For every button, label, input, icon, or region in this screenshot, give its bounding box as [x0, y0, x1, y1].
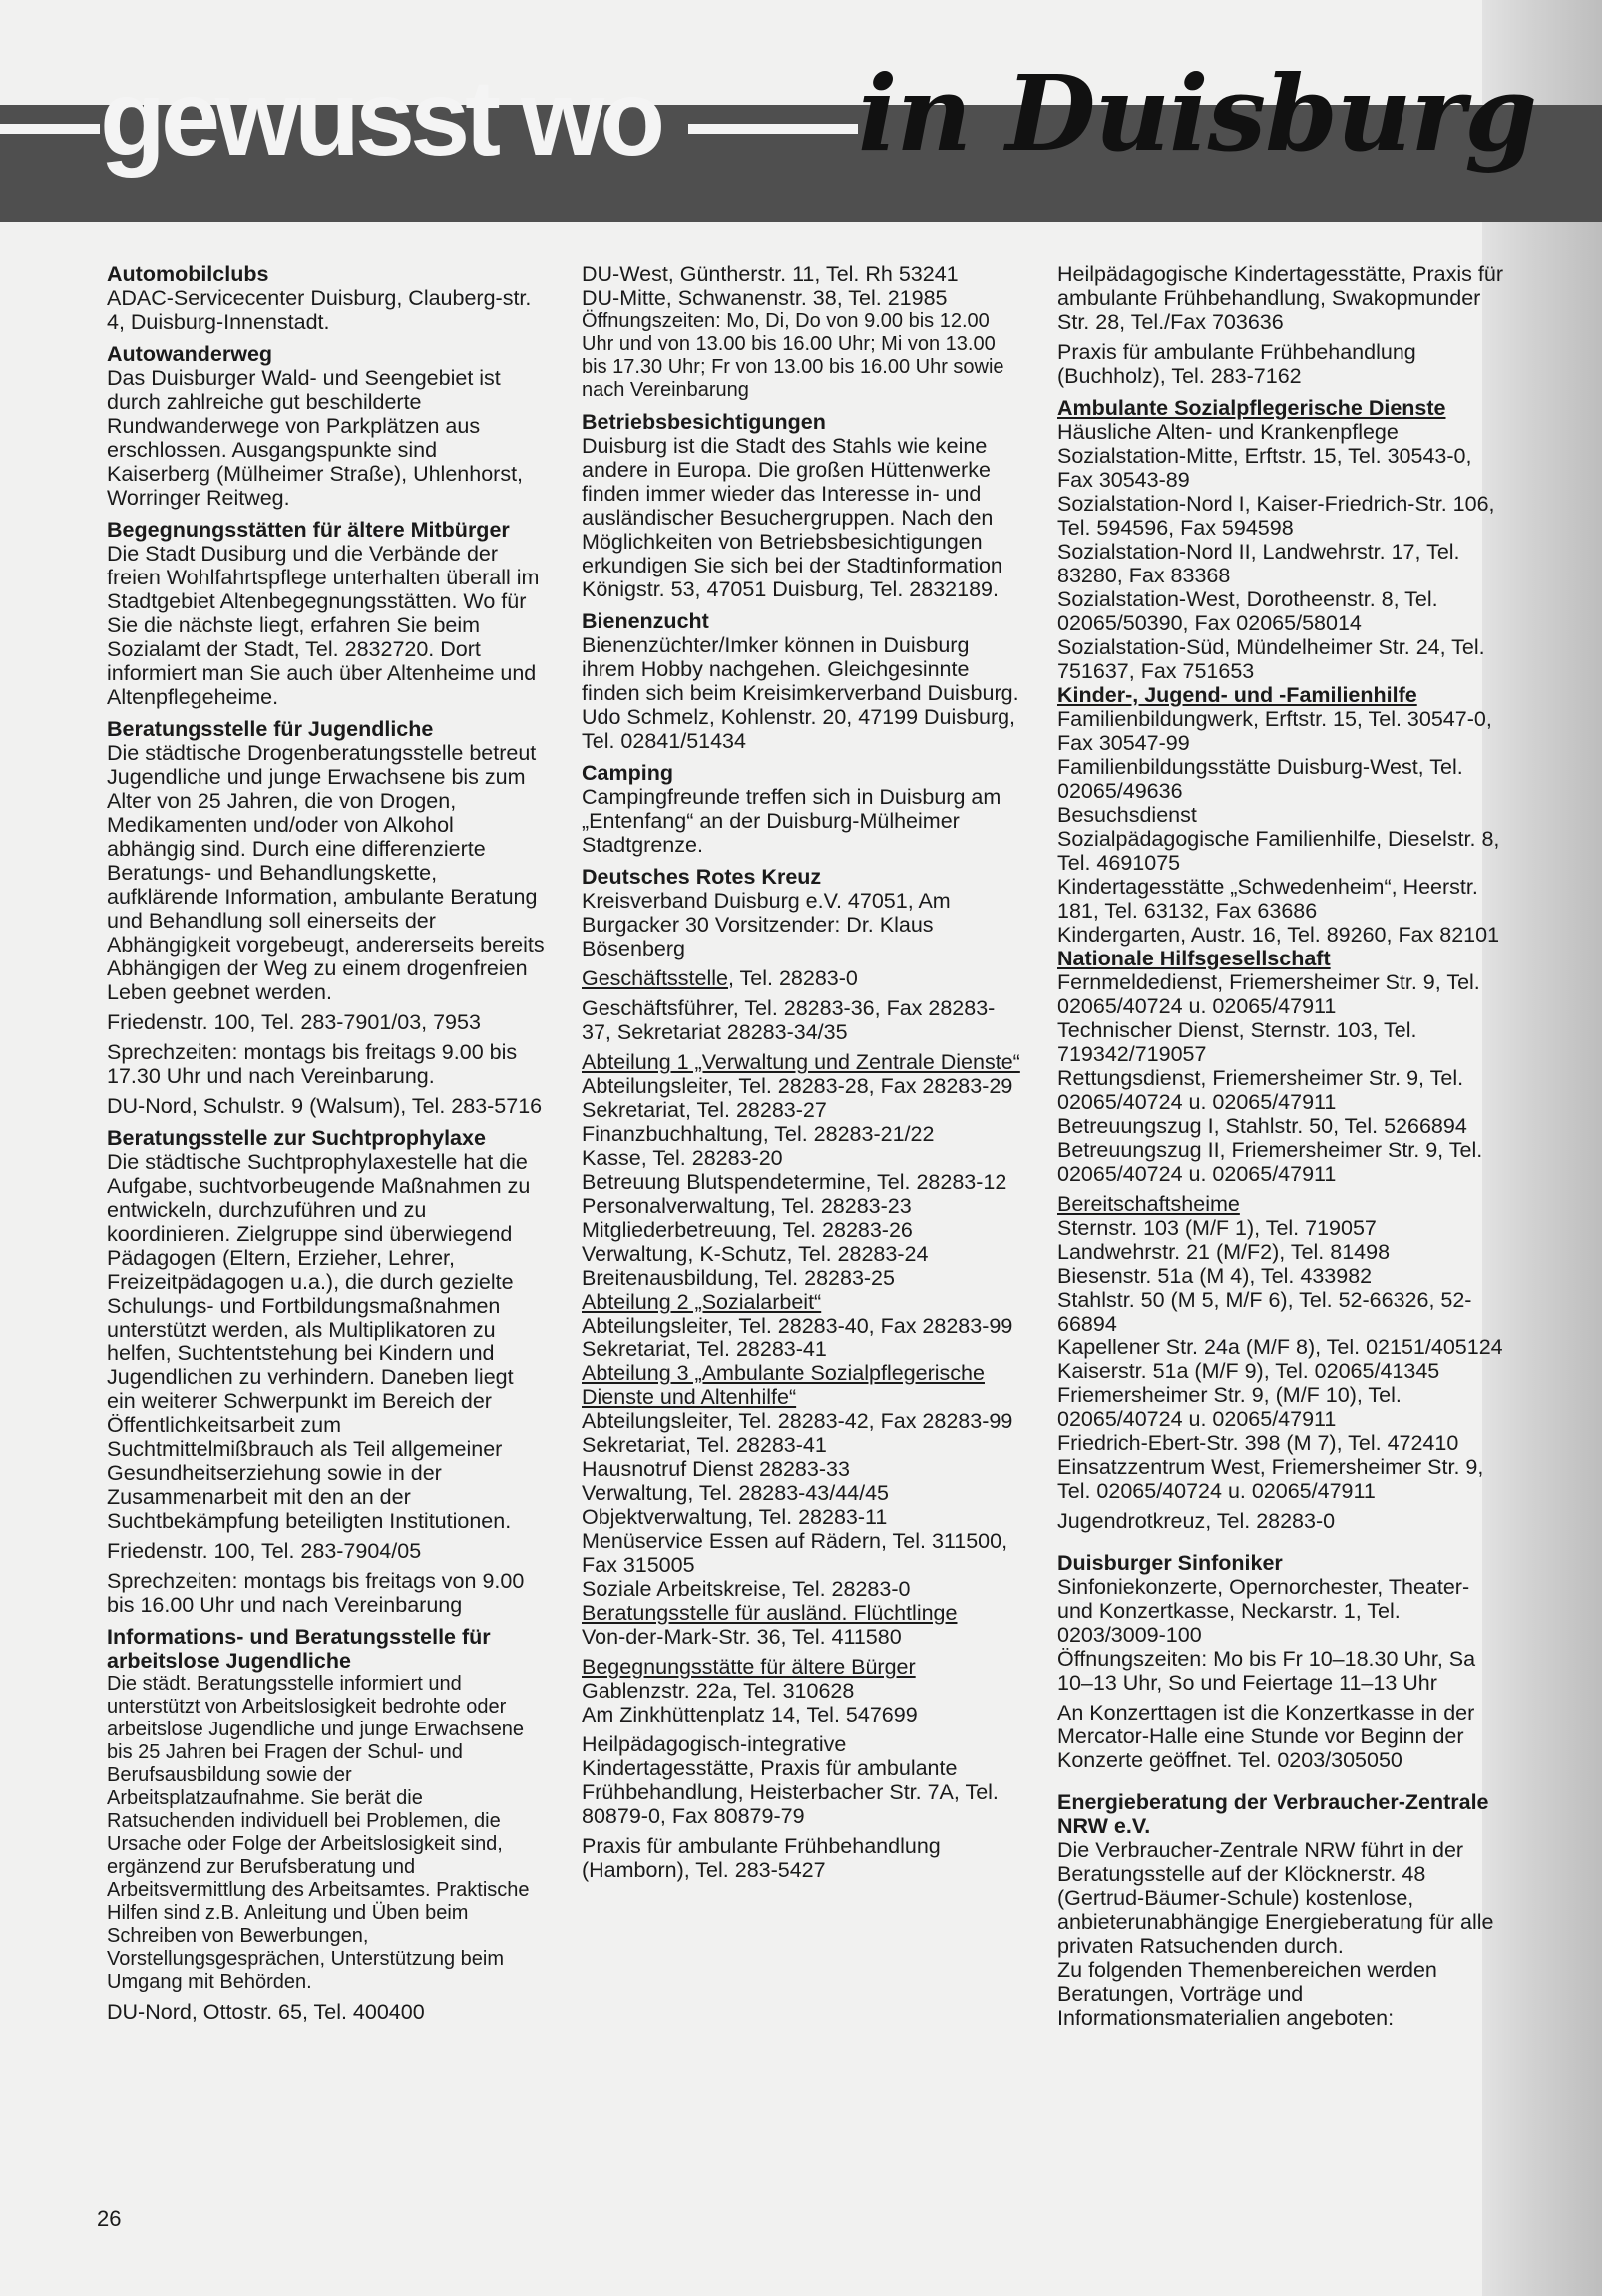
- contact-line: Kapellener Str. 24a (M/F 8), Tel. 02151/405124: [1057, 1336, 1503, 1359]
- section-betriebsbesichtigungen: [582, 410, 1022, 601]
- contact-line: Finanzbuchhaltung, Tel. 28283-21/22: [582, 1122, 935, 1146]
- banner-rule-mid: [688, 124, 858, 134]
- hours-line: Sprechzeiten: montags bis freitags von 9.00 bis 16.00 Uhr und nach Vereinbarung: [107, 1569, 525, 1617]
- subsection-title: Abteilung 1 „Verwaltung und Zentrale Dienste“: [582, 1050, 1020, 1074]
- contact-line: Einsatzzentrum West, Friemersheimer Str. 9, Tel. 02065/40724 u. 02065/47911: [1057, 1455, 1484, 1503]
- address-line: DU-Nord, Ottostr. 65, Tel. 400400: [107, 2000, 425, 2024]
- contact-line: Sternstr. 103 (M/F 1), Tel. 719057: [1057, 1216, 1377, 1240]
- contact-line: Rettungsdienst, Friemersheimer Str. 9, Tel. 02065/40724 u. 02065/47911: [1057, 1066, 1464, 1114]
- contact-line: Soziale Arbeitskreise, Tel. 28283-0: [582, 1577, 911, 1601]
- contact-line: Sekretariat, Tel. 28283-41: [582, 1338, 827, 1361]
- section-title: Begegnungsstätten für ältere Mitbürger: [107, 518, 510, 542]
- contact-line: Am Zinkhüttenplatz 14, Tel. 547699: [582, 1703, 918, 1726]
- page-number: 26: [97, 2206, 122, 2231]
- section-title: Energieberatung der Verbraucher-Zentrale NRW e.V.: [1057, 1790, 1489, 1838]
- contact-line: Geschäftsführer, Tel. 28283-36, Fax 28283-37, Sekretariat 28283-34/35: [582, 996, 996, 1044]
- contact-line: Jugendrotkreuz, Tel. 28283-0: [1057, 1509, 1336, 1533]
- section-text: Die städt. Beratungsstelle informiert und unterstützt von Arbeitslosigkeit bedrohte oder arbeitslose Jugendliche und junge Erwachsene bis 25 Jahren bei Fragen der Schul- und Berufsausbildung sowie der Arbeitsplatzaufnahme. Sie berät die Ratsuchenden individuell bei Problemen, die Ursache oder Folge der Arbeitslosigkeit sind, ergänzend zur Berufsberatung und Arbeitsvermittlung des Arbeitsamtes. Praktische Hilfen sind z.B. Anleitung und Üben beim Schreiben von Bewerbungen, Vorstellungsgesprächen, Unterstützung beim Umgang mit Behörden.: [107, 1673, 530, 1993]
- contact-line: Breitenausbildung, Tel. 28283-25: [582, 1266, 895, 1290]
- section-text: Die Verbraucher-Zentrale NRW führt in der Beratungsstelle auf der Klöcknerstr. 48 (Gertrud-Bäumer-Schule) kostenlose, anbieterunabhängige Energieberatung für alle privaten Ratsuchenden durch.: [1057, 1838, 1494, 1958]
- section-text: Die städtische Suchtprophylaxestelle hat die Aufgabe, suchtvorbeugende Maßnahmen zu entwickeln, durchzuführen und zu koordinieren. Zielgruppe sind überwiegend Pädagogen (Eltern, Erzieher, Lehrer, Freizeitpädagogen u.a.), die durch gezielte Schulungs- und Fortbildungsmaßnahmen unterstützt werden, als Multiplikatoren zu helfen, Suchtentstehung bei Kindern und Jugendlichen zu verhindern. Daneben liegt ein weiterer Schwerpunkt im Bereich der Öffentlichkeitsarbeit zum Suchtmittelmißbrauch als Teil allgemeiner Gesundheitserziehung sowie in der Zusammenarbeit mit den an der Suchtbekämpfung beteiligten Institutionen.: [107, 1150, 531, 1533]
- section-text: Bienenzüchter/Imker können in Duisburg ihrem Hobby nachgehen. Gleichgesinnte finden sich beim Kreisimkerverband Duisburg. Udo Schmelz, Kohlenstr. 20, 47199 Duisburg, Tel. 02841/51434: [582, 633, 1019, 753]
- section-drk: [582, 865, 1022, 1882]
- section-title: Camping: [582, 761, 673, 785]
- section-text: Das Duisburger Wald- und Seengebiet ist durch zahlreiche gut beschilderte Rundwanderwege von Parkplätzen aus erschlossen. Ausgangspunkte sind Kaiserberg (Mülheimer Straße), Uhlenhorst, Worringer Reitweg.: [107, 366, 524, 510]
- section-title: Duisburger Sinfoniker: [1057, 1551, 1283, 1575]
- contact-line: Von-der-Mark-Str. 36, Tel. 411580: [582, 1625, 902, 1649]
- address-line: Friedenstr. 100, Tel. 283-7901/03, 7953: [107, 1010, 481, 1034]
- column-1: [107, 262, 546, 2032]
- city-title: in Duisburg: [858, 52, 1537, 175]
- section-beratung-jugendliche: [107, 717, 546, 1118]
- contact-line: Sozialpädagogische Familienhilfe, Dieselstr. 8, Tel. 4691075: [1057, 827, 1500, 875]
- contact-line: Verwaltung, K-Schutz, Tel. 28283-24: [582, 1242, 929, 1266]
- contact-line: Fernmeldedienst, Friemersheimer Str. 9, Tel. 02065/40724 u. 02065/47911: [1057, 970, 1480, 1018]
- section-text: Zu folgenden Themenbereichen werden Beratungen, Vorträge und Informationsmaterialien angeboten:: [1057, 1958, 1437, 2030]
- section-begegnungsstaetten: [107, 518, 546, 709]
- hours-line: Öffnungszeiten: Mo, Di, Do von 9.00 bis 12.00 Uhr und von 13.00 bis 16.00 Uhr; Mi von 13.00 bis 17.30 Uhr; Fr von 13.00 bis 16.00 Uhr sowie nach Vereinbarung: [582, 310, 1004, 401]
- contact-line: Friemersheimer Str. 9, (M/F 10), Tel. 02065/40724 u. 02065/47911: [1057, 1383, 1402, 1431]
- subsection-title: Kinder-, Jugend- und -Familienhilfe: [1057, 683, 1417, 707]
- section-text: Campingfreunde treffen sich in Duisburg am „Entenfang“ an der Duisburg-Mülheimer Stadtgrenze.: [582, 785, 1001, 857]
- section-suchtprophylaxe: [107, 1126, 546, 1617]
- address-line: DU-West, Güntherstr. 11, Tel. Rh 53241: [582, 262, 959, 286]
- contact-line: Sozialstation-West, Dorotheenstr. 8, Tel. 02065/50390, Fax 02065/58014: [1057, 587, 1438, 635]
- contact-line: Friedrich-Ebert-Str. 398 (M 7), Tel. 472410: [1057, 1431, 1459, 1455]
- section-title: Beratungsstelle zur Suchtprophylaxe: [107, 1126, 486, 1150]
- contact-line: Technischer Dienst, Sternstr. 103, Tel. 719342/719057: [1057, 1018, 1417, 1066]
- section-title: Beratungsstelle für Jugendliche: [107, 717, 434, 741]
- subsection-phone: , Tel. 28283-0: [727, 966, 858, 990]
- section-title: Bienenzucht: [582, 609, 709, 633]
- contact-line: Abteilungsleiter, Tel. 28283-28, Fax 28283-29: [582, 1074, 1013, 1098]
- section-text: Kreisverband Duisburg e.V. 47051, Am Burgacker 30 Vorsitzender: Dr. Klaus Bösenberg: [582, 889, 951, 960]
- contact-line: Sozialstation-Nord I, Kaiser-Friedrich-Str. 106, Tel. 594596, Fax 594598: [1057, 492, 1495, 540]
- contact-line: Biesenstr. 51a (M 4), Tel. 433982: [1057, 1264, 1373, 1288]
- section-text: Die Stadt Dusiburg und die Verbände der freien Wohlfahrtspflege unterhalten überall im Stadtgebiet Altenbegegnungsstätten. Wo für Sie die nächste liegt, erfahren Sie beim Sozialamt der Stadt, Tel. 2832720. Dort informiert man Sie auch über Altenheime und Altenpflegeheime.: [107, 542, 540, 709]
- section-title: Betriebsbesichtigungen: [582, 410, 826, 434]
- section-asd: [1057, 396, 1504, 1533]
- contact-line: Sekretariat, Tel. 28283-41: [582, 1433, 827, 1457]
- section-continued: [582, 262, 1022, 402]
- address-line: DU-Nord, Schulstr. 9 (Walsum), Tel. 283-5716: [107, 1094, 543, 1118]
- contact-line: Personalverwaltung, Tel. 28283-23: [582, 1194, 912, 1218]
- section-title: Automobilclubs: [107, 262, 269, 286]
- subsection-geschaeftsstelle: [582, 966, 1022, 990]
- address-line: DU-Mitte, Schwanenstr. 38, Tel. 21985: [582, 286, 948, 310]
- subsection-title: Geschäftsstelle: [582, 966, 728, 990]
- contact-line: Heilpädagogisch-integrative Kindertagesstätte, Praxis für ambulante Frühbehandlung, Heisterbacher Str. 7A, Tel. 80879-0, Fax 80879-79: [582, 1732, 999, 1828]
- contact-line: Sozialstation-Nord II, Landwehrstr. 17, Tel. 83280, Fax 83368: [1057, 540, 1460, 587]
- section-sinfoniker: [1057, 1551, 1504, 1772]
- section-autowanderweg: [107, 342, 546, 510]
- contact-line: Menüservice Essen auf Rädern, Tel. 311500, Fax 315005: [582, 1529, 1008, 1577]
- subsection-title: Abteilung 3 „Ambulante Sozialpflegerische Dienste und Altenhilfe“: [582, 1361, 985, 1409]
- contact-line: Stahlstr. 50 (M 5, M/F 6), Tel. 52-66326, 52-66894: [1057, 1288, 1472, 1336]
- section-text: ADAC-Servicecenter Duisburg, Clauberg-str. 4, Duisburg-Innenstadt.: [107, 286, 532, 334]
- section-automobilclubs: [107, 262, 546, 334]
- contact-line: Hausnotruf Dienst 28283-33: [582, 1457, 850, 1481]
- section-title: Deutsches Rotes Kreuz: [582, 865, 822, 889]
- contact-line: Betreuung Blutspendetermine, Tel. 28283-12: [582, 1170, 1007, 1194]
- section-arbeitslose-jugendliche: [107, 1625, 546, 2024]
- contact-line: Betreuungszug II, Friemersheimer Str. 9, Tel. 02065/40724 u. 02065/47911: [1057, 1138, 1483, 1186]
- subsection-title: Bereitschaftsheime: [1057, 1192, 1240, 1216]
- hours-line: Öffnungszeiten: Mo bis Fr 10–18.30 Uhr, Sa 10–13 Uhr, So und Feiertage 11–13 Uhr: [1057, 1647, 1476, 1695]
- contact-line: Abteilungsleiter, Tel. 28283-40, Fax 28283-99: [582, 1314, 1013, 1338]
- contact-line: Sozialstation-Süd, Mündelheimer Str. 24, Tel. 751637, Fax 751653: [1057, 635, 1485, 683]
- section-energieberatung: [1057, 1790, 1504, 2030]
- section-text: Die städtische Drogenberatungsstelle betreut Jugendliche und junge Erwachsene bis zum Alter von 25 Jahren, die von Drogen, Medikamenten und/oder von Alkohol abhängig sind. Durch eine differenzierte Beratungs- und Behandlungskette, aufklärende Information, ambulante Beratung und Behandlung soll einerseits der Abhängigkeit vorgebeugt, andererseits bereits Abhängigen der Weg zu einem drogenfreien Leben geebnet werden.: [107, 741, 545, 1004]
- subsection-title: Nationale Hilfsgesellschaft: [1057, 947, 1331, 970]
- address-line: Friedenstr. 100, Tel. 283-7904/05: [107, 1539, 422, 1563]
- contact-line: Praxis für ambulante Frühbehandlung (Hamborn), Tel. 283-5427: [582, 1834, 941, 1882]
- section-camping: [582, 761, 1022, 857]
- hours-line: Sprechzeiten: montags bis freitags 9.00 bis 17.30 Uhr und nach Vereinbarung.: [107, 1040, 518, 1088]
- section-title: Autowanderweg: [107, 342, 273, 366]
- contact-line: Heilpädagogische Kindertagesstätte, Praxis für ambulante Frühbehandlung, Swakopmunder Str. 28, Tel./Fax 703636: [1057, 262, 1503, 334]
- contact-line: Objektverwaltung, Tel. 28283-11: [582, 1505, 888, 1529]
- contact-line: Verwaltung, Tel. 28283-43/44/45: [582, 1481, 890, 1505]
- subsection-title: Ambulante Sozialpflegerische Dienste: [1057, 396, 1446, 420]
- section-text: Sinfoniekonzerte, Opernorchester, Theater- und Konzertkasse, Neckarstr. 1, Tel. 0203/3009-100: [1057, 1575, 1470, 1647]
- contact-line: Sozialstation-Mitte, Erftstr. 15, Tel. 30543-0, Fax 30543-89: [1057, 444, 1472, 492]
- contact-line: Landwehrstr. 21 (M/F2), Tel. 81498: [1057, 1240, 1391, 1264]
- contact-line: Familienbildungwerk, Erftstr. 15, Tel. 30547-0, Fax 30547-99: [1057, 707, 1492, 755]
- column-2: [582, 262, 1022, 1890]
- contact-line: Häusliche Alten- und Krankenpflege: [1057, 420, 1399, 444]
- contact-line: Betreuungszug I, Stahlstr. 50, Tel. 5266894: [1057, 1114, 1467, 1138]
- contact-line: Kindertagesstätte „Schwedenheim“, Heerstr. 181, Tel. 63132, Fax 63686: [1057, 875, 1478, 923]
- contact-line: Mitgliederbetreuung, Tel. 28283-26: [582, 1218, 913, 1242]
- brand-title: gewusst wo: [100, 57, 661, 178]
- subsection-title: Beratungsstelle für ausländ. Flüchtlinge: [582, 1601, 958, 1625]
- contact-line: Gablenzstr. 22a, Tel. 310628: [582, 1679, 855, 1703]
- contact-line: Familienbildungsstätte Duisburg-West, Tel. 02065/49636: [1057, 755, 1463, 803]
- contact-line: Sekretariat, Tel. 28283-27: [582, 1098, 827, 1122]
- section-bienenzucht: [582, 609, 1022, 753]
- subsection-title: Abteilung 2 „Sozialarbeit“: [582, 1290, 822, 1314]
- contact-line: Abteilungsleiter, Tel. 28283-42, Fax 28283-99: [582, 1409, 1013, 1433]
- section-text: An Konzerttagen ist die Konzertkasse in der Mercator-Halle eine Stunde vor Beginn der Konzerte geöffnet. Tel. 0203/305050: [1057, 1701, 1475, 1772]
- column-3: [1057, 262, 1504, 2038]
- section-title: Informations- und Beratungsstelle für arbeitslose Jugendliche: [107, 1625, 491, 1673]
- contact-line: Praxis für ambulante Frühbehandlung (Buchholz), Tel. 283-7162: [1057, 340, 1416, 388]
- banner-rule-left: [0, 124, 100, 134]
- subsection-title: Begegnungsstätte für ältere Bürger: [582, 1655, 916, 1679]
- section-continued: [1057, 262, 1504, 388]
- contact-line: Kindergarten, Austr. 16, Tel. 89260, Fax 82101: [1057, 923, 1500, 947]
- contact-line: Kaiserstr. 51a (M/F 9), Tel. 02065/41345: [1057, 1359, 1440, 1383]
- contact-line: Besuchsdienst: [1057, 803, 1197, 827]
- section-text: Duisburg ist die Stadt des Stahls wie keine andere in Europa. Die großen Hüttenwerke finden immer wieder das Interesse in- und ausländischer Besuchergruppen. Nach den Möglichkeiten von Betriebsbesichtigungen erkundigen Sie sich bei der Stadtinformation Königstr. 53, 47051 Duisburg, Tel. 2832189.: [582, 434, 1002, 601]
- contact-line: Kasse, Tel. 28283-20: [582, 1146, 783, 1170]
